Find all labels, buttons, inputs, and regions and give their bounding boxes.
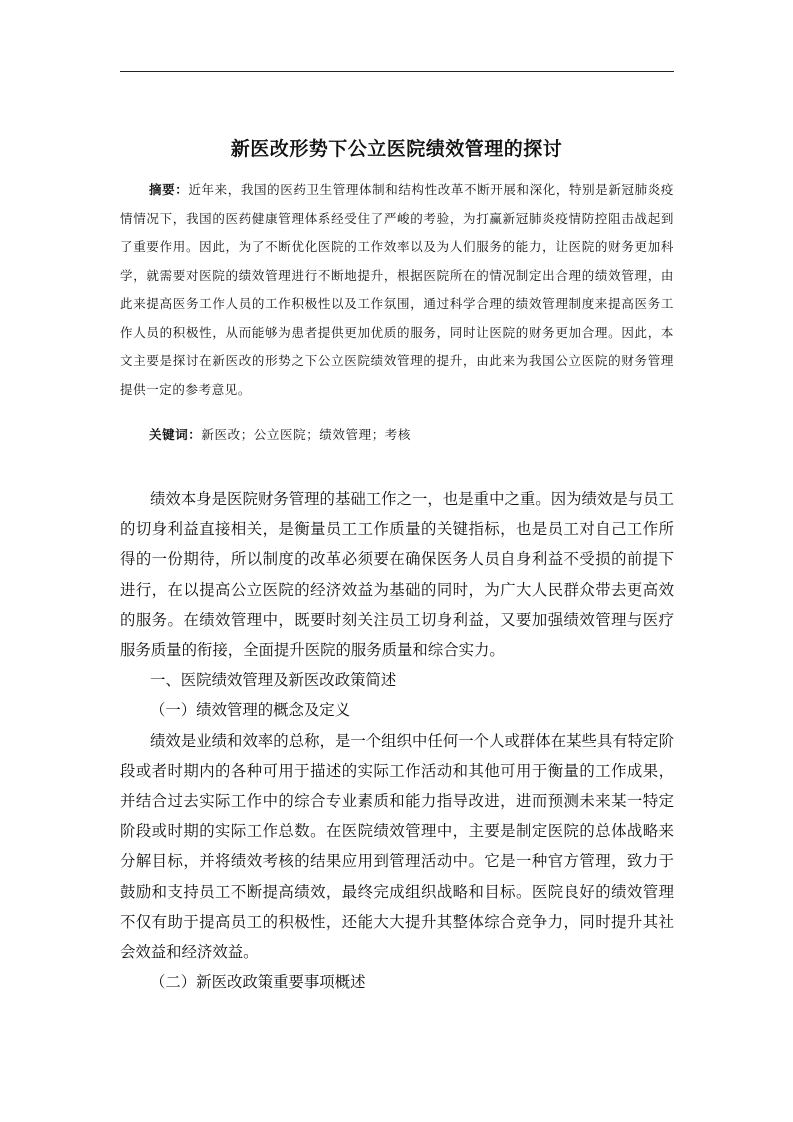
paragraph-1: 绩效是业绩和效率的总称，是一个组织中任何一个人或群体在某些具有特定阶段或者时期内的各种可用于描述的实际工作活动和其他可用于衡量的工作成果，并结合过去实际工作中的综合专业素质和能力指导改进，进而预测未来某一特定阶段或时期的实际工作总数。在医院绩效管理中，主要是制定医院的总体战略来分解目标，并将绩效考核的结果应用到管理活动中。它是一种官方管理，致力于鼓励和支持员工不断提高绩效，最终完成组织战略和目标。医院良好的绩效管理不仅有助于提高员工的积极性，还能大大提升其整体综合竞争力，同时提升其社会效益和经济效益。 [120,731,674,962]
abstract [120,176,674,404]
body-text [120,484,674,997]
keywords-text: 新医改；公立医院；绩效管理；考核 [201,427,412,442]
abstract-text: 近年来，我国的医药卫生管理体制和结构性改革不断开展和深化，特别是新冠肺炎疫情情况下，我国的医药健康管理体系经受住了严峻的考验，为打赢新冠肺炎疫情防控阻击战起到了重要作用。因此，为了不断优化医院的工作效率以及为人们服务的能力，让医院的财务更加科学，就需要对医院的绩效管理进行不断地提升，根据医院所在的情况制定出合理的绩效管理，由此来提高医务工作人员的工作积极性以及工作氛围，通过科学合理的绩效管理制度来提高医务工作人员的积极性，从而能够为患者提供更加优质的服务，同时让医院的财务更加合理。因此，本文主要是探讨在新医改的形势之下公立医院绩效管理的提升，由此来为我国公立医院的财务管理提供一定的参考意见。 [120,182,675,397]
intro-paragraph: 绩效本身是医院财务管理的基础工作之一，也是重中之重。因为绩效是与员工的切身利益直接相关，是衡量员工工作质量的关键指标，也是员工对自己工作所得的一份期待，所以制度的改革必须要在确保医务人员自身利益不受损的前提下进行，在以提高公立医院的经济效益为基础的同时，为广大人民群众带去更高效的服务。在绩效管理中，既要时刻关注员工切身利益，又要加强绩效管理与医疗服务质量的衔接，全面提升医院的服务质量和综合实力。 [120,490,674,660]
header-rule [120,71,674,72]
keywords-label: 关键词： [149,427,202,442]
subsection-heading-2: （二）新医改政策重要事项概述 [150,973,366,992]
section-heading-1: 一、医院绩效管理及新医改政策简述 [150,671,397,690]
paper-title: 新医改形势下公立医院绩效管理的探讨 [230,138,563,160]
subsection-heading-1: （一）绩效管理的概念及定义 [150,701,351,720]
abstract-label: 摘要： [149,182,189,197]
keywords [149,423,411,447]
